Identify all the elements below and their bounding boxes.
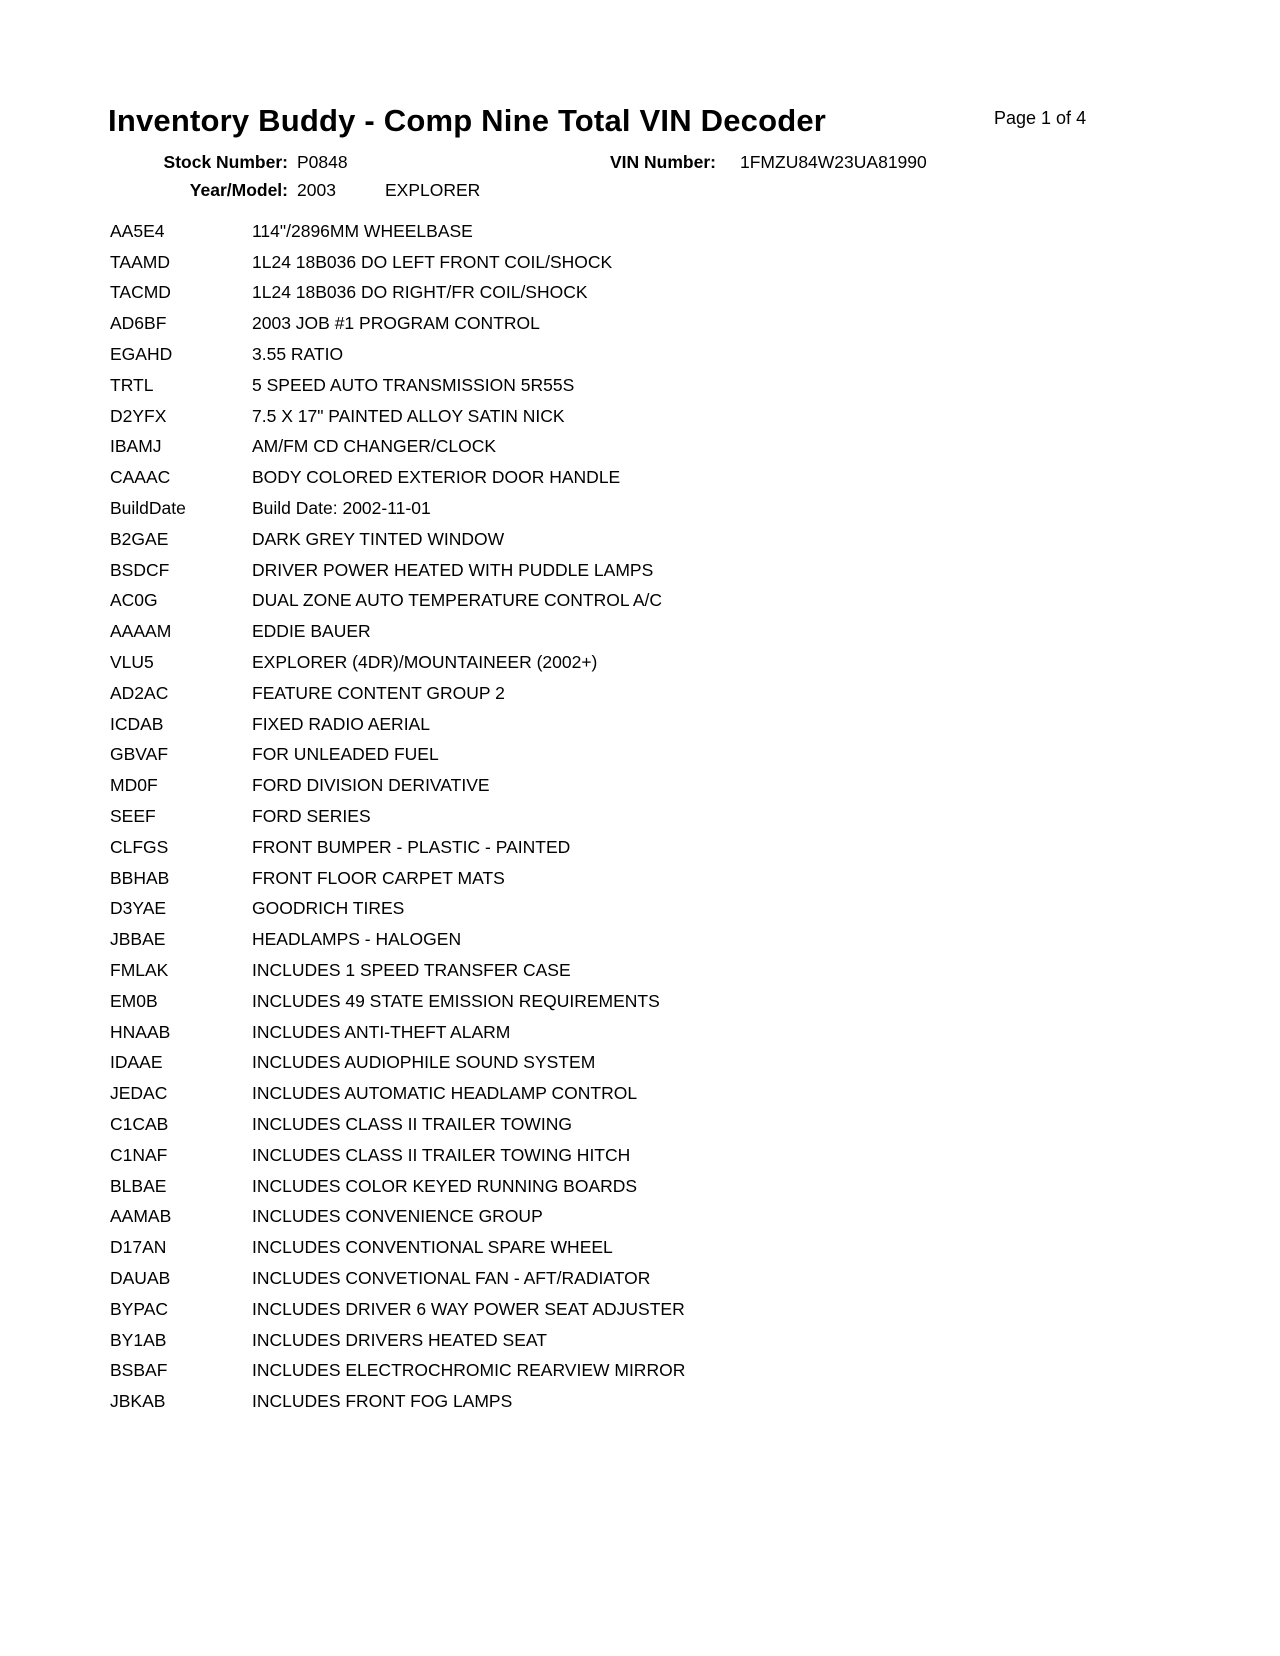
option-description: FEATURE CONTENT GROUP 2: [252, 682, 505, 703]
option-description: BODY COLORED EXTERIOR DOOR HANDLE: [252, 467, 621, 488]
table-row: [110, 555, 1240, 586]
option-code: C1NAF: [110, 1144, 168, 1165]
table-row: [110, 955, 1240, 986]
option-description: INCLUDES DRIVER 6 WAY POWER SEAT ADJUSTER: [252, 1298, 685, 1319]
option-code: AC0G: [110, 590, 158, 611]
year-model-label: Year/Model:: [189, 180, 288, 200]
option-code: TAAMD: [110, 251, 170, 272]
option-description: 1L24 18B036 DO LEFT FRONT COIL/SHOCK: [252, 251, 613, 272]
table-row: [110, 924, 1240, 955]
option-description: FRONT BUMPER - PLASTIC - PAINTED: [252, 836, 571, 857]
table-row: [110, 1355, 1240, 1386]
table-row: [110, 524, 1240, 555]
option-code: BBHAB: [110, 867, 170, 888]
table-row: [110, 894, 1240, 925]
option-description: FRONT FLOOR CARPET MATS: [252, 867, 505, 888]
option-code: DAUAB: [110, 1267, 171, 1288]
option-code: JBBAE: [110, 929, 166, 950]
page-title: Inventory Buddy - Comp Nine Total VIN Decoder: [108, 103, 827, 138]
option-description: DUAL ZONE AUTO TEMPERATURE CONTROL A/C: [252, 590, 663, 611]
option-code: BYPAC: [110, 1298, 169, 1319]
stock-number-value: P0848: [297, 152, 348, 172]
table-row: [110, 432, 1240, 463]
table-row: [110, 709, 1240, 740]
option-code: BuildDate: [110, 498, 186, 519]
option-code: FMLAK: [110, 960, 169, 981]
option-description: 114"/2896MM WHEELBASE: [252, 220, 473, 241]
option-code: BY1AB: [110, 1329, 167, 1350]
option-description: INCLUDES DRIVERS HEATED SEAT: [252, 1329, 547, 1350]
option-code: D17AN: [110, 1237, 167, 1258]
option-code: ICDAB: [110, 713, 164, 734]
table-row: [110, 678, 1240, 709]
option-code: MD0F: [110, 775, 158, 796]
table-row: [110, 586, 1240, 617]
option-code: JBKAB: [110, 1391, 166, 1412]
option-description: DRIVER POWER HEATED WITH PUDDLE LAMPS: [252, 559, 654, 580]
page-indicator: Page 1 of 4: [994, 108, 1087, 128]
option-code: AAMAB: [110, 1206, 172, 1227]
table-row: [110, 247, 1240, 278]
option-code: C1CAB: [110, 1114, 169, 1134]
option-description: INCLUDES ELECTROCHROMIC REARVIEW MIRROR: [252, 1360, 686, 1381]
year-value: 2003: [297, 180, 336, 200]
table-row: [110, 863, 1240, 894]
table-row: [110, 1078, 1240, 1109]
vin-number-value: 1FMZU84W23UA81990: [740, 152, 927, 172]
option-code: CAAAC: [110, 467, 171, 488]
option-code: AAAAM: [110, 621, 172, 642]
option-code: IDAAE: [110, 1052, 163, 1073]
option-description: INCLUDES CONVENIENCE GROUP: [252, 1206, 543, 1227]
option-code: CLFGS: [110, 836, 169, 857]
option-code: BSBAF: [110, 1360, 168, 1381]
table-row: [110, 1202, 1240, 1233]
table-row: [110, 401, 1240, 432]
option-code: HNAAB: [110, 1021, 171, 1042]
option-code: BSDCF: [110, 559, 170, 580]
option-code: AD6BF: [110, 313, 167, 334]
option-code: VLU5: [110, 652, 154, 673]
table-row: [110, 770, 1240, 801]
option-description: 1L24 18B036 DO RIGHT/FR COIL/SHOCK: [252, 282, 588, 303]
option-code: EM0B: [110, 990, 158, 1011]
option-description: Build Date: 2002-11-01: [252, 498, 431, 519]
option-description: INCLUDES 49 STATE EMISSION REQUIREMENTS: [252, 990, 660, 1011]
table-row: [110, 1263, 1240, 1294]
option-description: INCLUDES CONVENTIONAL SPARE WHEEL: [252, 1237, 613, 1258]
option-description: 5 SPEED AUTO TRANSMISSION 5R55S: [252, 374, 575, 395]
table-row: [110, 1109, 1240, 1140]
table-row: [110, 1294, 1240, 1325]
table-row: [110, 616, 1240, 647]
table-row: [110, 462, 1240, 493]
option-code: D2YFX: [110, 405, 167, 426]
table-row: [110, 278, 1240, 309]
table-row: [110, 339, 1240, 370]
option-description: FORD SERIES: [252, 806, 371, 827]
option-description: INCLUDES CLASS II TRAILER TOWING: [252, 1114, 572, 1134]
option-description: INCLUDES ANTI-THEFT ALARM: [252, 1021, 511, 1042]
options-table: [110, 216, 1240, 1417]
option-code: TACMD: [110, 282, 171, 303]
table-row: [110, 370, 1240, 401]
option-description: GOODRICH TIRES: [252, 898, 405, 919]
option-code: JEDAC: [110, 1083, 168, 1104]
table-row: [110, 1232, 1240, 1263]
option-description: INCLUDES FRONT FOG LAMPS: [252, 1391, 513, 1412]
table-row: [110, 1017, 1240, 1048]
model-value: EXPLORER: [385, 180, 481, 200]
option-code: BLBAE: [110, 1175, 167, 1196]
table-row: [110, 216, 1240, 247]
option-code: D3YAE: [110, 898, 167, 919]
table-row: [110, 1171, 1240, 1202]
option-description: HEADLAMPS - HALOGEN: [252, 929, 462, 950]
option-description: EDDIE BAUER: [252, 621, 371, 642]
option-description: INCLUDES COLOR KEYED RUNNING BOARDS: [252, 1175, 638, 1196]
option-description: 7.5 X 17" PAINTED ALLOY SATIN NICK: [252, 405, 565, 426]
option-code: GBVAF: [110, 744, 169, 765]
option-description: FOR UNLEADED FUEL: [252, 744, 439, 765]
stock-number-label: Stock Number:: [163, 152, 288, 172]
table-row: [110, 1048, 1240, 1079]
option-description: INCLUDES AUTOMATIC HEADLAMP CONTROL: [252, 1083, 638, 1104]
option-code: EGAHD: [110, 344, 173, 365]
option-code: B2GAE: [110, 528, 169, 549]
vin-number-label: VIN Number:: [610, 152, 716, 172]
option-description: INCLUDES AUDIOPHILE SOUND SYSTEM: [252, 1052, 596, 1073]
option-description: INCLUDES CLASS II TRAILER TOWING HITCH: [252, 1144, 631, 1165]
table-row: [110, 1325, 1240, 1356]
option-code: AA5E4: [110, 220, 165, 241]
option-code: TRTL: [110, 374, 154, 395]
option-description: INCLUDES 1 SPEED TRANSFER CASE: [252, 960, 571, 981]
option-description: INCLUDES CONVETIONAL FAN - AFT/RADIATOR: [252, 1267, 651, 1288]
table-row: [110, 801, 1240, 832]
option-description: 3.55 RATIO: [252, 344, 344, 365]
option-code: IBAMJ: [110, 436, 162, 457]
option-description: 2003 JOB #1 PROGRAM CONTROL: [252, 313, 540, 334]
table-row: [110, 308, 1240, 339]
table-row: [110, 647, 1240, 678]
table-row: [110, 493, 1240, 524]
option-description: FORD DIVISION DERIVATIVE: [252, 775, 490, 796]
table-row: [110, 1386, 1240, 1417]
table-row: [110, 740, 1240, 771]
option-description: DARK GREY TINTED WINDOW: [252, 528, 505, 549]
table-row: [110, 986, 1240, 1017]
option-description: EXPLORER (4DR)/MOUNTAINEER (2002+): [252, 652, 598, 673]
table-row: [110, 1140, 1240, 1171]
option-description: AM/FM CD CHANGER/CLOCK: [252, 436, 497, 457]
option-code: AD2AC: [110, 682, 169, 703]
table-row: [110, 832, 1240, 863]
option-code: SEEF: [110, 806, 156, 827]
option-description: FIXED RADIO AERIAL: [252, 713, 430, 734]
